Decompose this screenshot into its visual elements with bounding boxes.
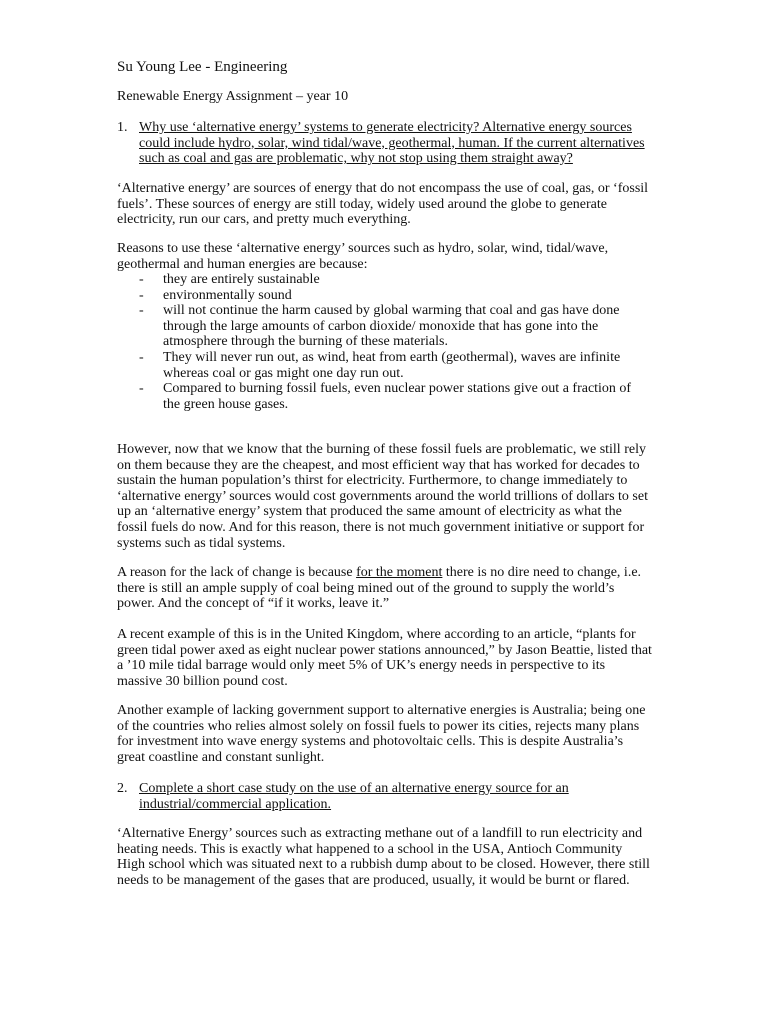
paragraph-text: there is no dire need to change, i.e. there is still an ample supply of coal being mined out of the ground to supply the world’s power. And the concept of “if it works, leave it.” (117, 565, 642, 612)
list-item-text: they are entirely sustainable (163, 272, 320, 287)
bullet-dash: - (139, 381, 144, 397)
bullet-dash: - (139, 287, 144, 303)
paragraph-text: A reason for the lack of change is because (117, 565, 357, 580)
underlined-phrase: for the moment (356, 565, 443, 580)
list-item-text: will not continue the harm caused by global warming that coal and gas have done through the large amounts of carbon dioxide/ monoxide that has gone into the atmosphere through the burning of these materials. (163, 303, 620, 350)
paragraph-intro: ‘Alternative energy’ are sources of energy that do not encompass the use of coal, gas, or ‘fossil fuels’. These sources of energy are still today, widely used around the globe to generate electricity, run our cars, and pretty much everything. (117, 181, 649, 228)
question-2-text: Complete a short case study on the use of an alternative energy source for an industrial/commercial application. (139, 781, 569, 812)
paragraph-reasons: Reasons to use these ‘alternative energy’ sources such as hydro, solar, wind, tidal/wave, geothermal and human energies are because: (117, 241, 609, 272)
question-2-number: 2. (117, 781, 128, 796)
list-item (139, 272, 639, 288)
list-item (139, 288, 639, 304)
reasons-list (139, 272, 639, 412)
author-heading: Su Young Lee - Engineering (117, 59, 288, 75)
list-item (139, 381, 639, 412)
paragraph-australia-example: Another example of lacking government support to alternative energies is Australia; being one of the countries who relies almost solely on fossil fuels to power its cities, rejects many plans for investment into wave energy systems and photovoltaic cells. This is despite Australia’s great coastline and constant sunlight. (117, 703, 646, 765)
list-item-text: environmentally sound (163, 287, 292, 303)
list-item (139, 350, 639, 381)
bullet-dash: - (139, 303, 144, 319)
list-item-text: They will never run out, as wind, heat from earth (geothermal), waves are infinite whereas coal or gas might one day run out. (163, 349, 621, 381)
question-1-number: 1. (117, 120, 128, 135)
bullet-dash: - (139, 349, 144, 365)
bullet-dash: - (139, 272, 144, 287)
paragraph-uk-example: A recent example of this is in the United Kingdom, where according to an article, “plants for green tidal power axed as eight nuclear power stations announced,” by Jason Beattie, listed that a ’10 mile tidal barrage would only meet 5% of UK’s energy needs in perspective to its massive 30 billion pound cost. (117, 627, 652, 689)
question-1-text: Why use ‘alternative energy’ systems to generate electricity? Alternative energy sources could include hydro, solar, wind tidal/wave, geothermal, human. If the current alternatives such as coal and gas are problematic, why not stop using them straight away? (139, 120, 645, 167)
assignment-subtitle: Renewable Energy Assignment – year 10 (117, 89, 349, 104)
paragraph-however: However, now that we know that the burning of these fossil fuels are problematic, we still rely on them because they are the cheapest, and most efficient way that has worked for decades to sustain the human population’s thirst for electricity. Furthermore, to change immediately to ‘alternative energy’ sources would cost governments around the world trillions of dollars to set up an ‘alternative energy’ system that produced the same amount of electricity as what the fossil fuels do now. And for this reason, there is not much government initiative or support for systems such as tidal systems. (117, 442, 648, 551)
paragraph-case-study: ‘Alternative Energy’ sources such as extracting methane out of a landfill to run electricity and heating needs. This is exactly what happened to a school in the USA, Antioch Community High school which was situated next to a rubbish dump about to be closed. However, there still needs to be management of the gases that are produced, usually, it would be burnt or flared. (117, 826, 650, 888)
paragraph-reason-for-lack (117, 565, 652, 612)
list-item (139, 303, 639, 350)
list-item-text: Compared to burning fossil fuels, even nuclear power stations give out a fraction of the green house gases. (163, 381, 632, 412)
